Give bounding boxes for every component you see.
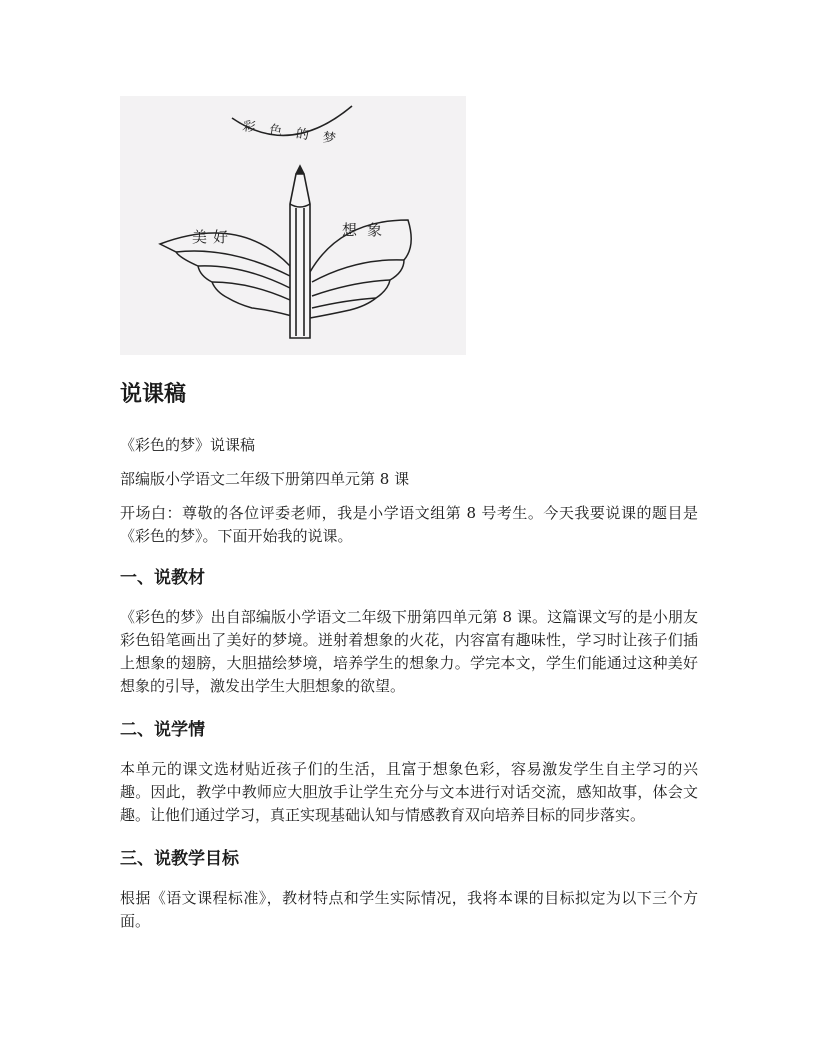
document-title: 说课稿 bbox=[120, 382, 187, 407]
document-body bbox=[120, 372, 698, 933]
section-heading-textbook: 一、说教材 bbox=[120, 568, 205, 588]
section-body-textbook: 《彩色的梦》出自部编版小学语文二年级下册第四单元第 8 课。这篇课文写的是小朋友彩色铅笔画出了美好的梦境。迸射着想象的火花，内容富有趣味性，学习时让孩子们插上想象的翅膀，大胆描绘梦境，培养学生的想象力。学完本文，学生们能通过这种美好想象的引导，激发出学生大胆想象的欲望。 bbox=[120, 608, 698, 695]
pencil-icon bbox=[290, 166, 310, 338]
section-heading-students: 二、说学情 bbox=[120, 720, 205, 740]
blackboard-sketch-image bbox=[120, 96, 466, 355]
pencil-wings-drawing bbox=[120, 96, 466, 355]
wing-right-label: 想象 bbox=[342, 221, 393, 239]
unit-info: 部编版小学语文二年级下册第四单元第 8 课 bbox=[120, 470, 410, 488]
opening-paragraph: 开场白：尊敬的各位评委老师，我是小学语文组第 8 号考生。今天我要说课的题目是《彩色的梦》。下面开始我的说课。 bbox=[120, 504, 698, 545]
section-body-objectives: 根据《语文课程标准》，教材特点和学生实际情况，我将本课的目标拟定为以下三个方面。 bbox=[120, 889, 698, 930]
sketch-title-text: 彩色的梦 bbox=[241, 119, 351, 149]
section-body-students: 本单元的课文选材贴近孩子们的生活，且富于想象色彩，容易激发学生自主学习的兴趣。因此，教学中教师应大胆放手让学生充分与文本进行对话交流，感知故事，体会文趣。让他们通过学习，真正实现基础认知与情感教育双向培养目标的同步落实。 bbox=[120, 760, 698, 824]
section-heading-objectives: 三、说教学目标 bbox=[120, 849, 239, 869]
wing-left-label: 美好 bbox=[192, 228, 235, 246]
document-subtitle: 《彩色的梦》说课稿 bbox=[120, 436, 256, 454]
